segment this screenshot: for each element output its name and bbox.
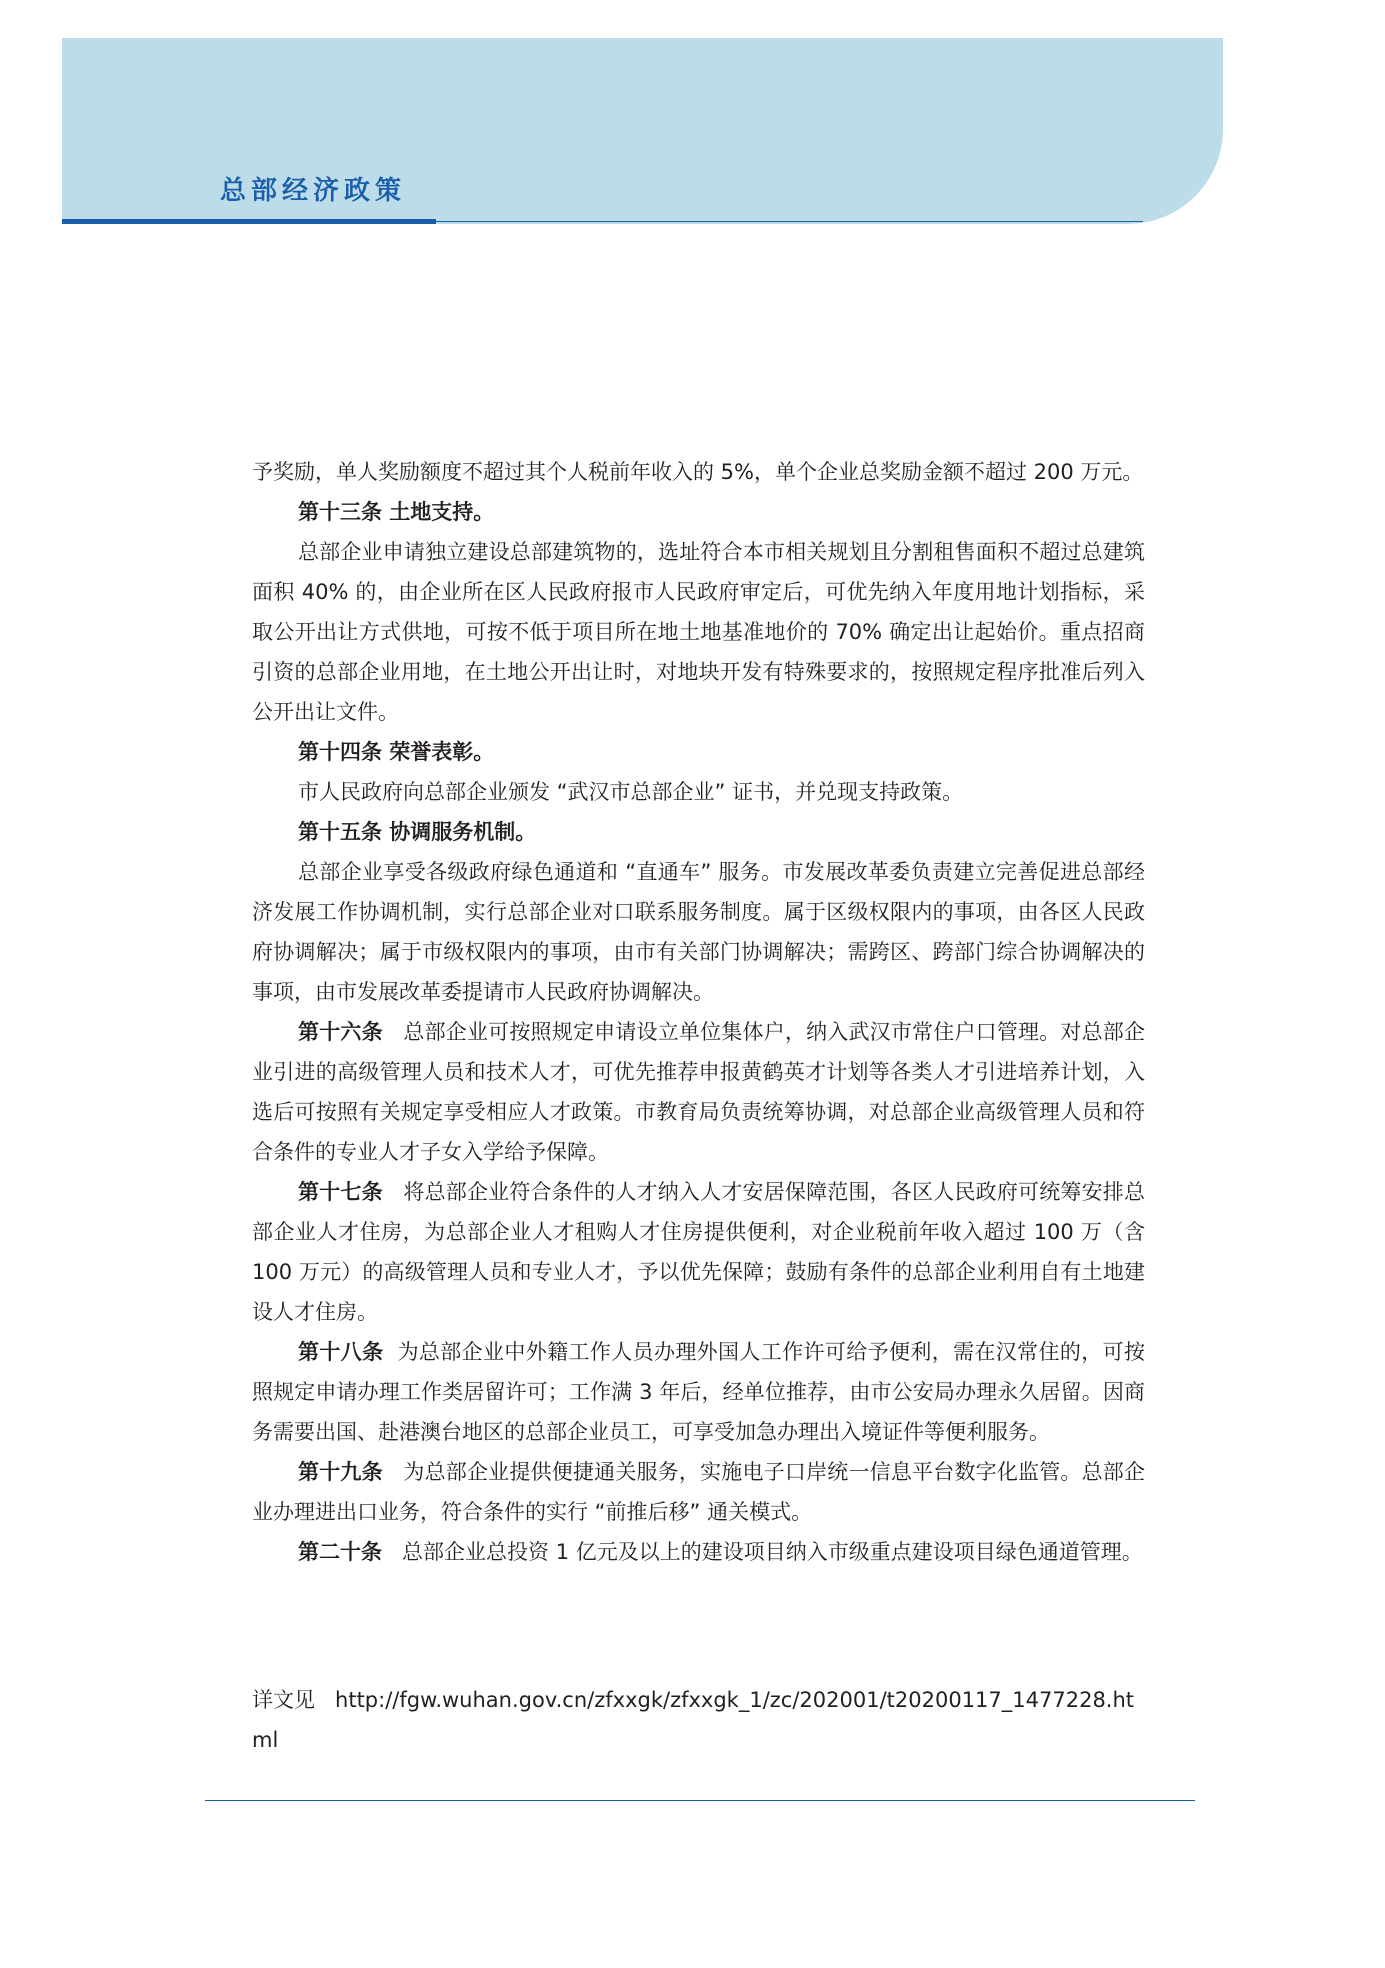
source-link[interactable]: http://fgw.wuhan.gov.cn/zfxxgk/zfxxgk_1/zc/202001/t20200117_1477228.html	[252, 1688, 1135, 1752]
article-18-title: 第十八条	[298, 1340, 384, 1364]
article-13-body: 总部企业申请独立建设总部建筑物的，选址符合本市相关规划且分割租售面积不超过总建筑面积 40% 的，由企业所在区人民政府报市人民政府审定后，可优先纳入年度用地计划指标，采取公开出让方式供地，可按不低于项目所在地土地基准地价的 70% 确定出让起始价。重点招商引资的总部企业用地，在土地公开出让时，对地块开发有特殊要求的，按照规定程序批准后列入公开出让文件。	[252, 540, 1145, 724]
section-title: 总部经济政策	[220, 176, 407, 206]
article-14-heading	[252, 732, 1145, 772]
article-16-title: 第十六条	[298, 1020, 383, 1044]
header-rule	[436, 221, 1143, 222]
paragraph-continued: 予奖励，单人奖励额度不超过其个人税前年收入的 5%，单个企业总奖励金额不超过 200 万元。	[252, 460, 1144, 484]
article-17-title: 第十七条	[298, 1180, 383, 1204]
article-14-title: 第十四条 荣誉表彰。	[298, 740, 495, 764]
article-16	[252, 1012, 1145, 1172]
document-body	[252, 452, 1145, 1572]
article-16-body: 总部企业可按照规定申请设立单位集体户，纳入武汉市常住户口管理。对总部企业引进的高级管理人员和技术人才，可优先推荐申报黄鹤英才计划等各类人才引进培养计划，入选后可按照有关规定享受相应人才政策。市教育局负责统筹协调，对总部企业高级管理人员和符合条件的专业人才子女入学给予保障。	[252, 1020, 1145, 1164]
article-19-title: 第十九条	[298, 1460, 383, 1484]
article-14-body: 市人民政府向总部企业颁发 “武汉市总部企业” 证书，并兑现支持政策。	[298, 780, 964, 804]
article-20	[252, 1532, 1145, 1572]
header-rule-accent	[62, 219, 436, 224]
article-17-body: 将总部企业符合条件的人才纳入人才安居保障范围，各区人民政府可统筹安排总部企业人才住房，为总部企业人才租购人才住房提供便利，对企业税前年收入超过 100 万（含 100 万元）的高级管理人员和专业人才，予以优先保障；鼓励有条件的总部企业利用自有土地建设人才住房。	[252, 1180, 1145, 1324]
article-20-body: 总部企业总投资 1 亿元及以上的建设项目纳入市级重点建设项目绿色通道管理。	[402, 1540, 1143, 1564]
article-19-body: 为总部企业提供便捷通关服务，实施电子口岸统一信息平台数字化监管。总部企业办理进出口业务，符合条件的实行 “前推后移” 通关模式。	[252, 1460, 1145, 1524]
article-15-body: 总部企业享受各级政府绿色通道和 “直通车” 服务。市发展改革委负责建立完善促进总部经济发展工作协调机制，实行总部企业对口联系服务制度。属于区级权限内的事项，由各区人民政府协调解决；属于市级权限内的事项，由市有关部门协调解决；需跨区、跨部门综合协调解决的事项，由市发展改革委提请市人民政府协调解决。	[252, 860, 1145, 1004]
article-15-heading	[252, 812, 1145, 852]
article-13-title: 第十三条 土地支持。	[298, 500, 495, 524]
article-13-heading	[252, 492, 1145, 532]
article-19	[252, 1452, 1145, 1532]
article-18-body: 为总部企业中外籍工作人员办理外国人工作许可给予便利，需在汉常住的，可按照规定申请办理工作类居留许可；工作满 3 年后，经单位推荐，由市公安局办理永久居留。因商务需要出国、赴港澳台地区的总部企业员工，可享受加急办理出入境证件等便利服务。	[252, 1340, 1146, 1444]
article-18	[252, 1332, 1145, 1452]
source-reference	[252, 1680, 1142, 1760]
article-17	[252, 1172, 1145, 1332]
article-20-title: 第二十条	[298, 1540, 382, 1564]
footer-rule	[205, 1800, 1195, 1801]
source-label: 详文见	[252, 1688, 315, 1712]
article-15-title: 第十五条 协调服务机制。	[298, 820, 537, 844]
